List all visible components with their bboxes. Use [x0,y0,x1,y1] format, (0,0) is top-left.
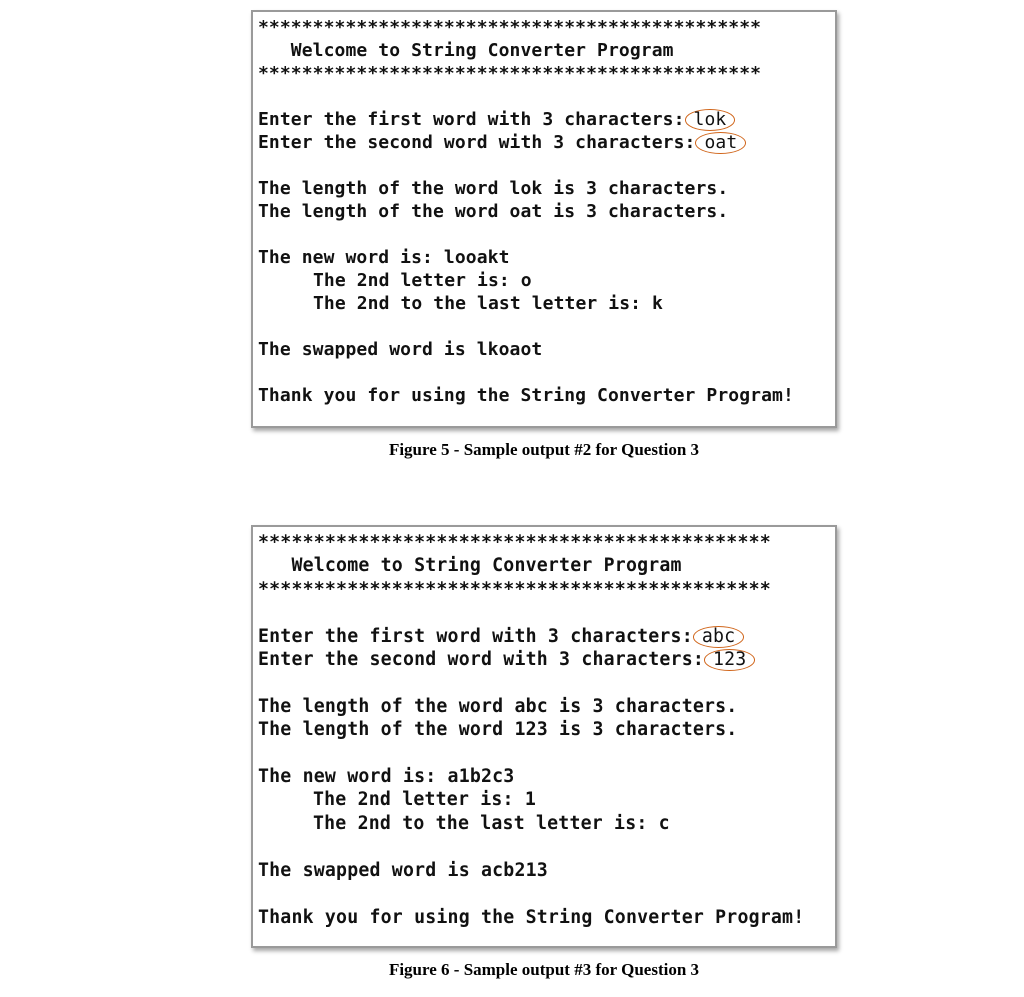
figure-caption: Figure 5 - Sample output #2 for Question 3 [388,440,700,459]
blank-line [258,223,794,246]
blank-line [258,835,804,858]
first-word-prompt: Enter the first word with 3 characters: [258,625,693,647]
second-word-prompt: Enter the second word with 3 characters: [258,649,704,671]
second-word-prompt-line [258,131,794,154]
first-word-prompt-line [258,108,794,131]
thank-you-line: Thank you for using the String Converter Program! [258,385,794,406]
length-line-first: The length of the word lok is 3 characters. [258,178,729,199]
second-word-prompt: Enter the second word with 3 characters: [258,132,696,153]
first-word-input: lok [685,109,736,131]
second-to-last-letter-line: The 2nd to the last letter is: c [313,812,670,834]
blank-line [258,315,794,338]
banner-top: ********************************************** [258,532,771,553]
length-line-second: The length of the word 123 is 3 characters. [258,719,738,741]
blank-line [258,85,794,108]
second-word-prompt-line [258,648,804,671]
second-to-last-letter-line: The 2nd to the last letter is: k [313,293,663,314]
blank-line [258,154,794,177]
blank-line [258,742,804,765]
terminal-output-panel [251,10,837,428]
new-word-line: The new word is: looakt [258,247,510,268]
program-title: Welcome to String Converter Program [258,555,682,577]
first-word-prompt: Enter the first word with 3 characters: [258,109,685,130]
blank-line [258,882,804,905]
terminal-text [258,531,804,929]
second-word-input: 123 [704,649,755,671]
banner-bottom: ********************************************** [258,578,771,600]
second-letter-line: The 2nd letter is: 1 [313,789,536,811]
banner-bottom: ********************************************** [258,63,762,84]
terminal-text [258,16,794,407]
terminal-output-panel [251,525,837,948]
first-word-input: abc [693,626,744,648]
thank-you-line: Thank you for using the String Converter Program! [258,906,805,928]
second-word-input: oat [695,132,746,154]
length-line-second: The length of the word oat is 3 characters. [258,201,729,222]
banner-top: ********************************************** [258,17,762,38]
length-line-first: The length of the word abc is 3 characters. [258,695,738,717]
figure-caption: Figure 6 - Sample output #3 for Question 3 [388,960,700,979]
blank-line [258,671,804,694]
program-title: Welcome to String Converter Program [258,40,674,61]
second-letter-line: The 2nd letter is: o [313,270,532,291]
first-word-prompt-line [258,625,804,648]
swapped-word-line: The swapped word is lkoaot [258,339,543,360]
swapped-word-line: The swapped word is acb213 [258,859,548,881]
new-word-line: The new word is: a1b2c3 [258,766,515,788]
blank-line [258,361,794,384]
blank-line [258,601,804,624]
